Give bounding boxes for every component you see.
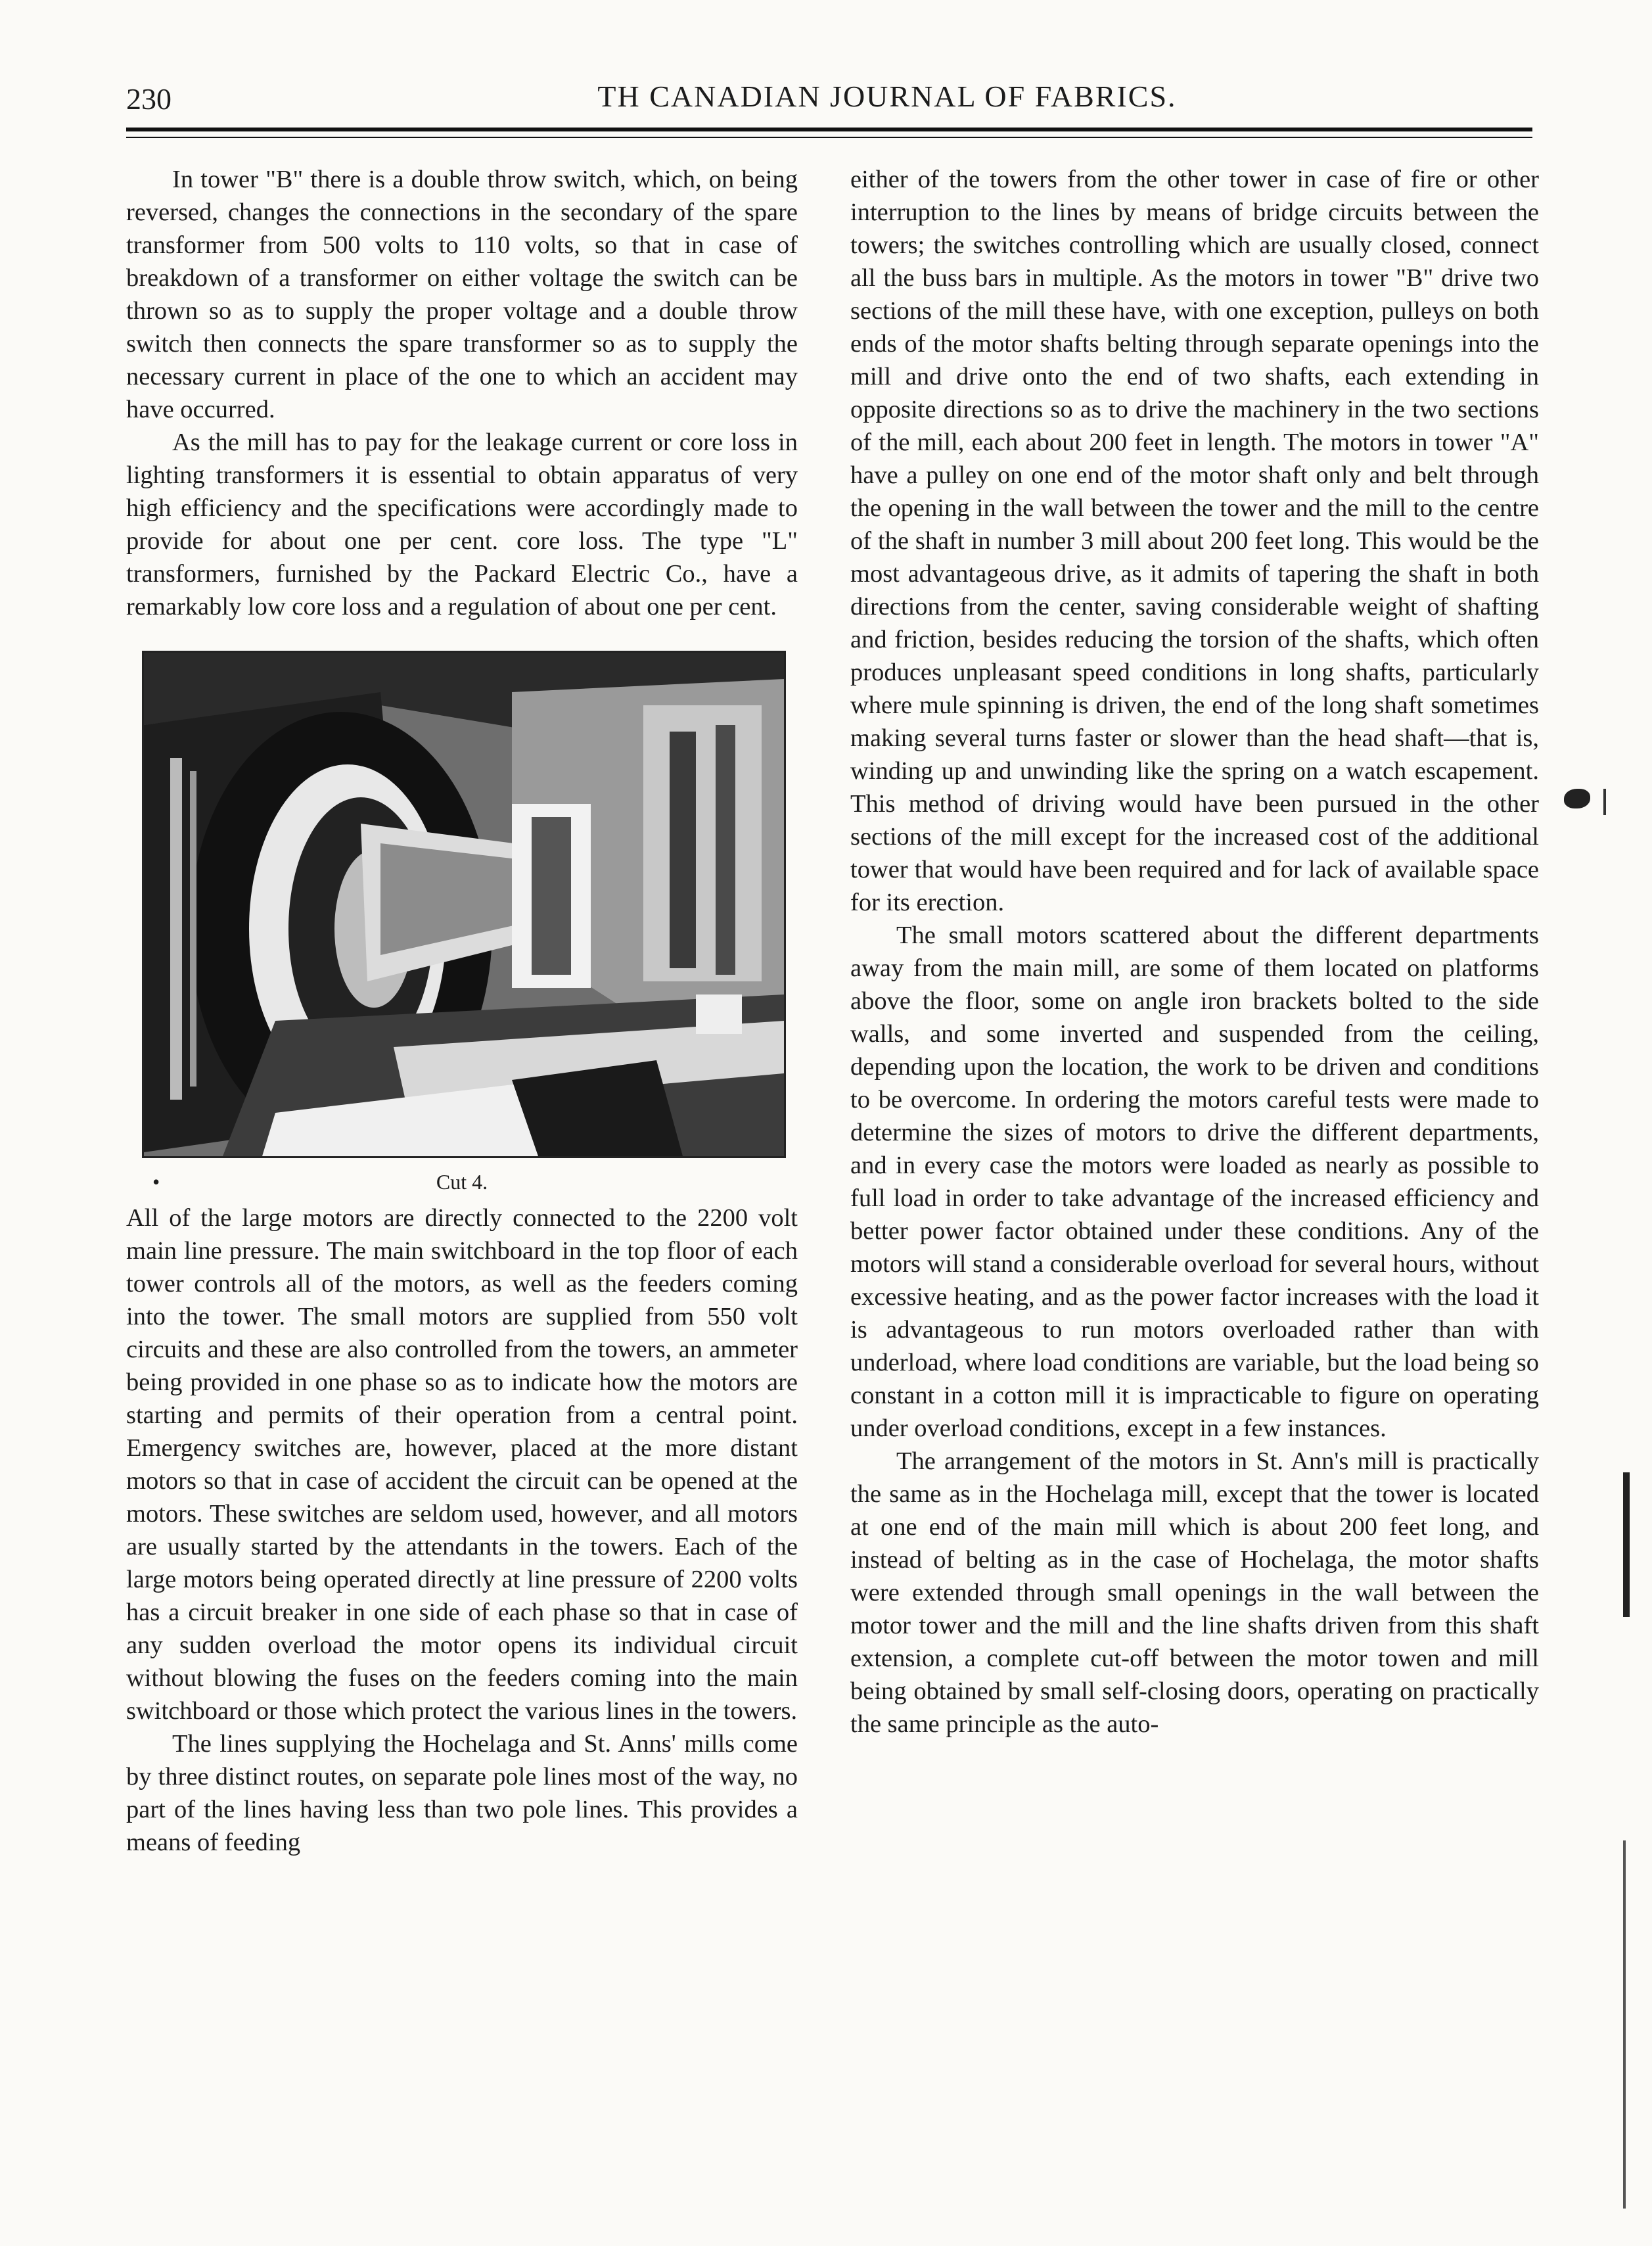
paragraph: The lines supplying the Hochelaga and St. Anns' mills come by three distinct routes, on separate pole lines most of the way, no part of the lines having less than two pole lines. This provides a means of feeding: [126, 1730, 798, 1856]
header-rule-thin: [126, 137, 1532, 138]
paragraph: All of the large motors are directly connected to the 2200 volt main line pressure. The main switchboard in the top floor of each tower controls all of the motors, as well as the feeders coming into the tower. The small motors are supplied from 550 volt circuits and these are also controlled from the towers, an ammeter being provided in one phase so as to indicate how the motors are starting and permits of their operation from a central point. Emergency switches are, however, placed at the more distant motors so that in case of accident the circuit can be opened at the motors. These switches are seldom used, however, and all motors are usually started by the attendants in the towers. Each of the large motors being operated directly at line pressure of 2200 volts has a circuit breaker in one side of each phase so that in case of any sudden overload the motor opens its individual circuit without blowing the fuses on the feeders coming into the main switchboard or those which protect the various lines in the towers.: [126, 1204, 798, 1725]
left-column: [126, 163, 798, 1859]
motor-photo-illustration: [144, 653, 784, 1156]
paragraph: either of the towers from the other tower in case of fire or other interruption to the lines by means of bridge circuits between the towers; the switches controlling which are usually closed, connect all the buss bars in multiple. As the motors in tower "B" drive two sections of the mill these have, with one exception, pulleys on both ends of the motor shafts belting through separate openings into the mill and drive onto the end of two shafts, each extending in opposite directions so as to drive the machinery in the two sections of the mill, each about 200 feet in length. The motors in tower "A" have a pulley on one end of the motor shaft only and belt through the opening in the wall between the tower and the mill to the centre of the shaft in number 3 mill about 200 feet long. This would be the most advantageous drive, as it admits of tapering the shaft in both directions from the center, saving considerable weight of shafting and friction, besides reducing the torsion of the shafts, which often produces unpleasant speed conditions in long shafts, particularly where mule spinning is driven, the end of the long shaft sometimes making several turns faster or slower than the head shaft—that is, winding up and unwinding like the spring on a watch escapement. This method of driving would have been pursued in the other sections of the mill except for the increased cost of the additional tower that would have been required and for lack of available space for its erection.: [850, 166, 1539, 916]
margin-ink-mark: [1603, 789, 1606, 815]
motor-photo-figure: [142, 651, 786, 1158]
right-column: [850, 163, 1539, 1741]
page-number: 230: [126, 82, 172, 116]
figure-caption-text: Cut 4.: [436, 1170, 488, 1194]
figure-caption: [126, 1169, 798, 1195]
paragraph: In tower "B" there is a double throw switch, which, on being reversed, changes the connections in the secondary of the spare transformer from 500 volts to 110 volts, so that in case of breakdown of a transformer on either voltage the switch can be thrown so as to supply the proper voltage and a double throw switch then connects the spare transformer so as to supply the necessary current in place of the one to which an accident may have occurred.: [126, 166, 798, 423]
margin-ink-blot: [1564, 789, 1590, 808]
margin-ink-mark: [1623, 1840, 1626, 2209]
paragraph: The small motors scattered about the different departments away from the main mill, are some of them located on platforms above the floor, some on angle iron brackets bolted to the side walls, and some inverted and suspended from the ceiling, depending upon the location, the work to be driven and conditions to be overcome. In ordering the motors careful tests were made to determine the sizes of motors to drive the different departments, and in every case the motors were loaded as nearly as possible to full load in order to take advantage of the increased efficiency and better power factor obtained under these conditions. Any of the motors will stand a considerable overload for several hours, without excessive heating, and as the power factor increases with the load it is advantageous to run motors overloaded rather than with underload, where load conditions are variable, but the load being so constant in a cotton mill it is impracticable to figure on operating under overload conditions, except in a few instances.: [850, 922, 1539, 1442]
paragraph: As the mill has to pay for the leakage current or core loss in lighting transformers it is essential to obtain apparatus of very high efficiency and the specifications were accordingly made to provide for about one per cent. core loss. The type "L" transformers, furnished by the Packard Electric Co., have a remarkably low core loss and a regulation of about one per cent.: [126, 429, 798, 620]
running-head: TH CANADIAN JOURNAL OF FABRICS.: [597, 80, 1177, 113]
caption-bullet: •: [152, 1170, 160, 1194]
header-rule-thick: [126, 128, 1532, 131]
margin-ink-mark: [1623, 1472, 1630, 1617]
paragraph: The arrangement of the motors in St. Ann's mill is practically the same as in the Hochelaga mill, except that the tower is located at one end of the main mill which is about 200 feet long, and instead of belting as in the case of Hochelaga, the motor shafts were extended through small openings in the wall between the motor tower and the mill and the line shafts driven from this shaft extension, a complete cut-off between the motor towen and mill being obtained by small self-closing doors, operating on practically the same principle as the auto-: [850, 1447, 1539, 1738]
